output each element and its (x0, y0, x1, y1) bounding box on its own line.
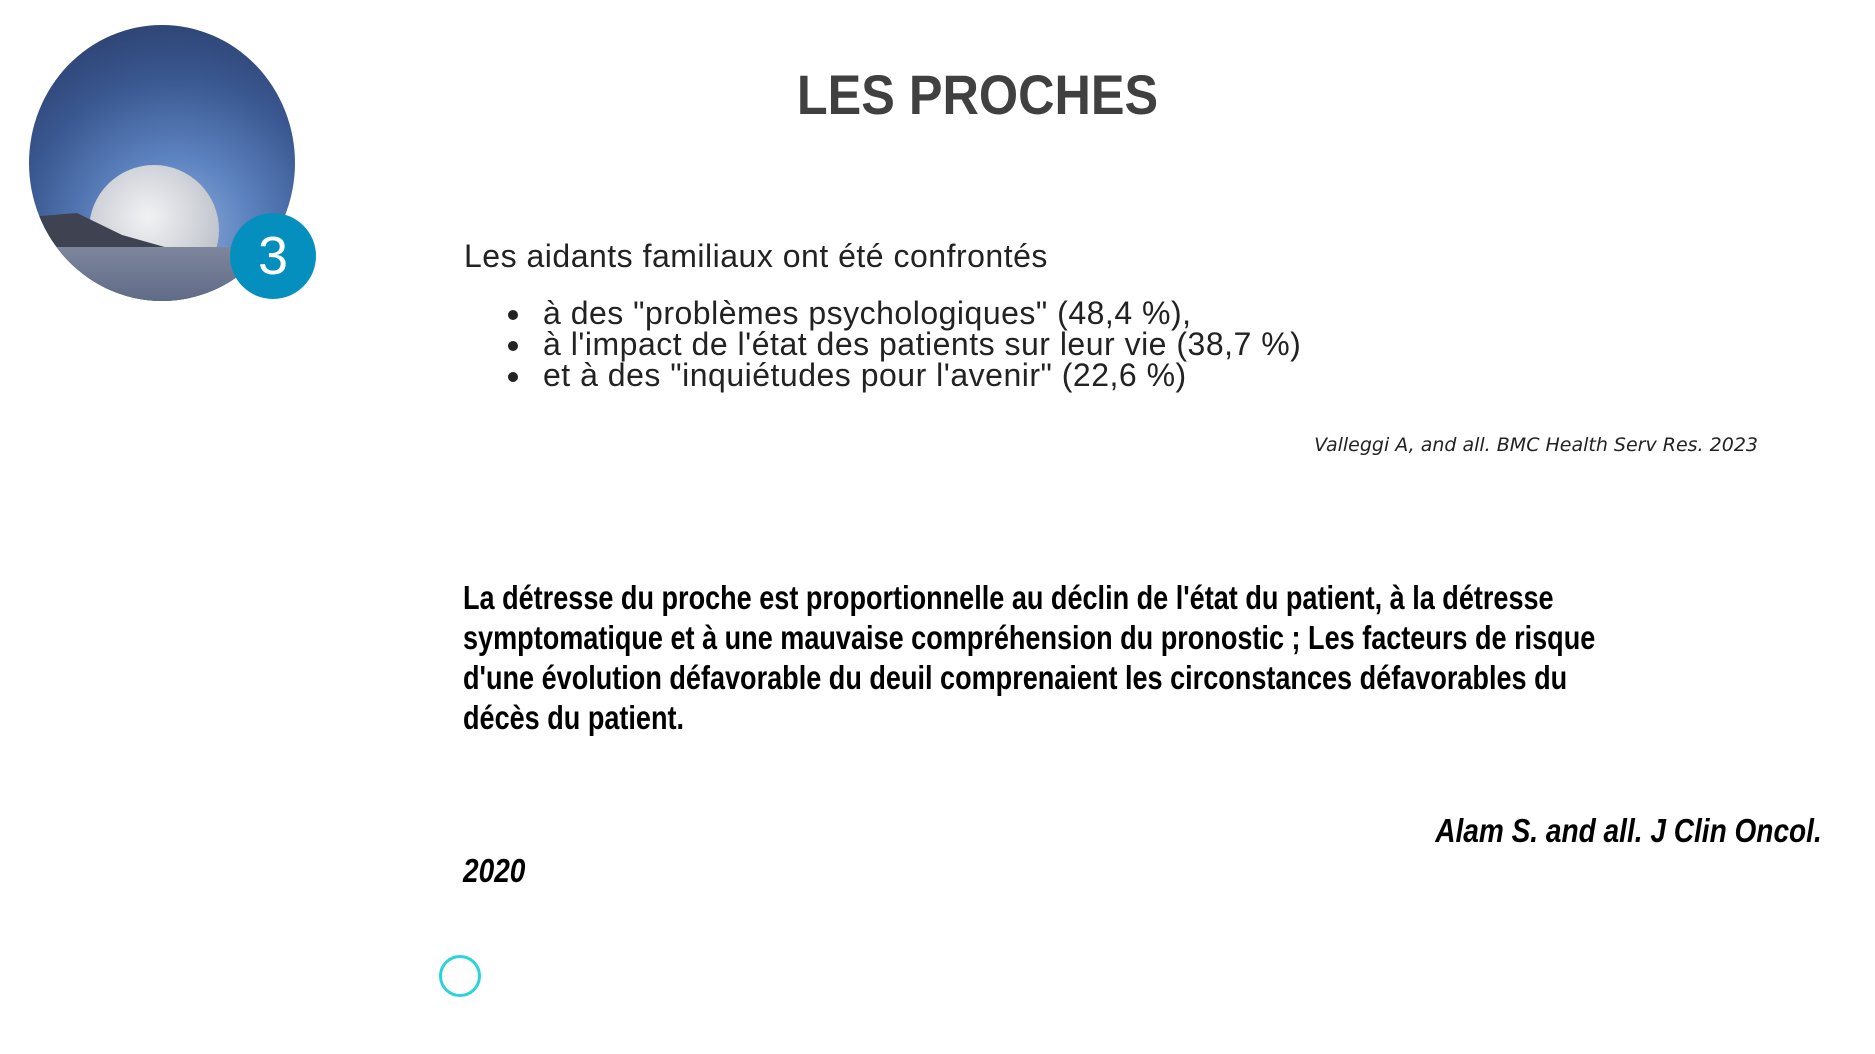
bullet-item: à l'impact de l'état des patients sur leur vie (38,7 %) (508, 329, 1301, 360)
circle-marker-icon (439, 955, 481, 997)
main-paragraph (463, 578, 1844, 738)
paragraph-line: symptomatique et à une mauvaise compréhension du pronostic ; Les facteurs de risque (463, 619, 1596, 656)
bullet-item: à des "problèmes psychologiques" (48,4 %), (508, 298, 1301, 329)
citation-alam: Alam S. and all. J Clin Oncol. (1435, 812, 1822, 849)
slide-title: LES PROCHES (796, 63, 1159, 126)
citation-valleggi: Valleggi A, and all. BMC Health Serv Res. 2023 (1314, 434, 1758, 456)
paragraph-line: La détresse du proche est proportionnelle au déclin de l'état du patient, à la détresse (463, 579, 1554, 616)
bullet-list (508, 295, 1302, 393)
citation-alam-year: 2020 (463, 852, 526, 889)
bullet-item: et à des "inquiétudes pour l'avenir" (22,6 %) (508, 360, 1301, 391)
number-badge: 3 (230, 213, 316, 299)
paragraph-line: d'une évolution défavorable du deuil comprenaient les circonstances défavorables du (463, 659, 1568, 696)
paragraph-line: décès du patient. (463, 699, 685, 736)
intro-text: Les aidants familiaux ont été confrontés (464, 238, 1048, 274)
